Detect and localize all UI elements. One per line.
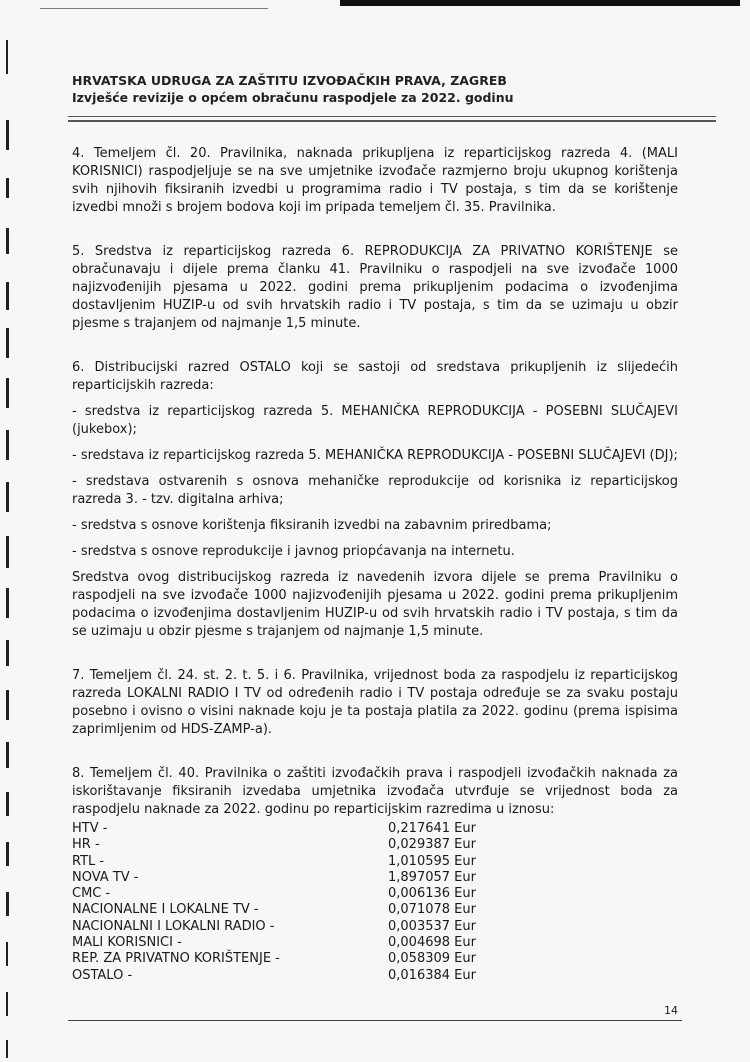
list-item: - sredstava ostvarenih s osnova mehaničke reprodukcije od korisnika iz reparticijskog razreda 3. - tzv. digitalna arhiva;	[72, 474, 678, 507]
table-row	[72, 854, 476, 870]
paragraph-6-outro: Sredstva ovog distribucijskog razreda iz navedenih izvora dijele se prema Pravilniku o raspodjeli na sve izvođače 1000 najizvođenijih pjesama u 2022. godini prema prikupljenim podacima o izvođenjima dostavljenim HUZIP-u od svih hrvatskih radio i TV postaja, s tim da se uzimaju u obzir pjesme s trajanjem od najmanje 1,5 minute.	[72, 570, 678, 639]
scan-top-bar	[340, 0, 740, 6]
table-row	[72, 886, 476, 902]
category-label: NACIONALNE I LOKALNE TV -	[72, 902, 259, 918]
footer-rule	[68, 1020, 682, 1021]
report-header	[72, 72, 514, 106]
point-value: 0,003537 Eur	[388, 918, 476, 934]
paragraph-5: 5. Sredstva iz reparticijskog razreda 6. REPRODUKCIJA ZA PRIVATNO KORIŠTENJE se obračunavaju i dijele prema članku 41. Pravilniku o raspodjeli na sve izvođače 1000 najizvođenijih pjesama u 2022. godini prema prikupljenim podacima o izvođenjima dostavljenim HUZIP-u od svih hrvatskih radio i TV postaja, s tim da se uzimaju u obzir pjesme s trajanjem od najmanje 1,5 minute.	[72, 244, 678, 331]
list-item: - sredstva iz reparticijskog razreda 5. MEHANIČKA REPRODUKCIJA - POSEBNI SLUČAJEVI (jukebox);	[72, 404, 678, 437]
category-label: MALI KORISNICI -	[72, 935, 182, 951]
table-row	[72, 870, 476, 886]
paragraph-6-intro: 6. Distribucijski razred OSTALO koji se sastoji od sredstava prikupljenih iz slijedećih reparticijskih razreda:	[72, 360, 678, 393]
point-value-table	[72, 821, 476, 984]
point-value: 0,071078 Eur	[388, 902, 476, 918]
category-label: RTL -	[72, 853, 105, 869]
scan-top-line	[40, 8, 268, 9]
point-value: 0,006136 Eur	[388, 886, 476, 902]
table-row	[72, 837, 476, 853]
header-rule-bottom	[68, 120, 716, 122]
list-item: - sredstva s osnove reprodukcije i javnog priopćavanja na internetu.	[72, 544, 515, 559]
category-label: HR -	[72, 837, 100, 853]
category-label: OSTALO -	[72, 967, 133, 983]
paragraph-8: 8. Temeljem čl. 40. Pravilnika o zaštiti izvođačkih prava i raspodjeli izvođačkih naknada za iskorištavanje fiksiranih izvedaba umjetnika izvođača utvrđuje se vrijednost boda za raspodjelu naknade za 2022. godinu po reparticijskim razredima u iznosu:	[72, 766, 678, 817]
report-body	[72, 145, 678, 984]
category-label: CMC -	[72, 886, 111, 902]
table-row	[72, 821, 476, 837]
point-value: 1,010595 Eur	[388, 853, 476, 869]
page-number: 14	[664, 1004, 678, 1017]
list-item: - sredstava iz reparticijskog razreda 5. MEHANIČKA REPRODUKCIJA - POSEBNI SLUČAJEVI (DJ);	[72, 448, 678, 463]
table-row	[72, 919, 476, 935]
paragraph-7: 7. Temeljem čl. 24. st. 2. t. 5. i 6. Pravilnika, vrijednost boda za raspodjelu iz reparticijskog razreda LOKALNI RADIO I TV od određenih radio i TV postaja određuje se za svaku postaju posebno i ovisno o visini naknade koju je ta postaja platila za 2022. godinu (prema ispisima zaprimljenim od HDS-ZAMP-a).	[72, 668, 678, 737]
paragraph-4: 4. Temeljem čl. 20. Pravilnika, naknada prikupljena iz reparticijskog razreda 4. (MALI KORISNICI) raspodjeljuje se na sve umjetnike izvođače razmjerno broju ukupnog korištenja svih njihovih fiksiranih izvedbi u programima radio i TV postaja, s tim da se korištenje izvedbi množi s brojem bodova koji im pripada temeljem čl. 35. Pravilnika.	[72, 146, 678, 215]
category-label: REP. ZA PRIVATNO KORIŠTENJE -	[72, 951, 280, 967]
table-row	[72, 968, 476, 984]
category-label: HTV -	[72, 821, 108, 836]
table-row	[72, 902, 476, 918]
category-label: NOVA TV -	[72, 869, 139, 885]
point-value: 0,029387 Eur	[388, 837, 476, 853]
point-value: 0,004698 Eur	[388, 935, 476, 951]
header-organization: HRVATSKA UDRUGA ZA ZAŠTITU IZVOĐAČKIH PRAVA, ZAGREB	[72, 73, 507, 88]
header-report-title: Izvješće revizije o općem obračunu raspodjele za 2022. godinu	[72, 90, 514, 105]
table-row	[72, 935, 476, 951]
point-value: 0,217641 Eur	[388, 821, 476, 836]
list-item: - sredstva s osnove korištenja fiksiranih izvedbi na zabavnim priredbama;	[72, 518, 552, 533]
point-value: 0,058309 Eur	[388, 951, 476, 967]
category-label: NACIONALNI I LOKALNI RADIO -	[72, 918, 275, 934]
header-rule-top	[68, 116, 716, 117]
point-value: 1,897057 Eur	[388, 869, 476, 885]
point-value: 0,016384 Eur	[388, 967, 476, 983]
table-row	[72, 951, 476, 967]
